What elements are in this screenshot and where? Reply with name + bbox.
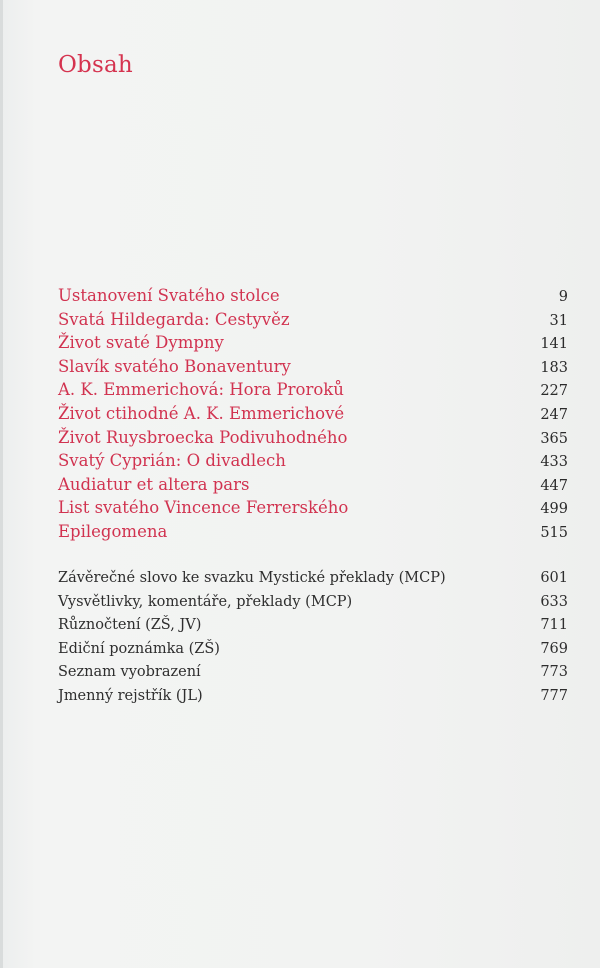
toc-entry-title: Seznam vyobrazení bbox=[58, 664, 201, 681]
toc-appendix-entry bbox=[58, 570, 568, 594]
toc-entry bbox=[58, 428, 568, 452]
toc-entry-title: Svatá Hildegarda: Cestyvěz bbox=[58, 309, 290, 329]
toc-entry-title: Epilegomena bbox=[58, 521, 168, 541]
toc-main-list bbox=[58, 286, 568, 546]
toc-entry-title: Slavík svatého Bonaventury bbox=[58, 356, 291, 376]
toc-entry bbox=[58, 357, 568, 381]
toc-entry-title: Ediční poznámka (ZŠ) bbox=[58, 640, 220, 657]
toc-entry bbox=[58, 522, 568, 546]
toc-appendix-list bbox=[58, 570, 568, 712]
toc-entry-page: 601 bbox=[540, 570, 568, 586]
toc-entry bbox=[58, 498, 568, 522]
toc-appendix-entry bbox=[58, 688, 568, 712]
toc-appendix-entry bbox=[58, 641, 568, 665]
toc-entry-page: 31 bbox=[549, 312, 568, 329]
toc-entry-page: 365 bbox=[540, 430, 568, 447]
toc-entry-title: Vysvětlivky, komentáře, překlady (MCP) bbox=[58, 593, 353, 610]
toc-entry-page: 777 bbox=[540, 687, 568, 704]
toc-entry-page: 499 bbox=[540, 501, 568, 518]
toc-entry-page: 9 bbox=[558, 289, 568, 305]
toc-entry-title: Život svaté Dympny bbox=[58, 333, 224, 353]
toc-entry-page: 141 bbox=[540, 336, 568, 353]
toc-entry bbox=[58, 451, 568, 475]
toc-entry-page: 247 bbox=[540, 406, 568, 423]
toc-entry bbox=[58, 404, 568, 428]
toc-entry-page: 515 bbox=[540, 524, 568, 541]
toc-entry-page: 773 bbox=[540, 664, 568, 681]
toc-entry-title: Audiatur et altera pars bbox=[58, 474, 250, 494]
toc-entry-page: 227 bbox=[540, 383, 568, 400]
toc-entry-title: A. K. Emmerichová: Hora Proroků bbox=[58, 380, 344, 400]
toc-entry-title: Jmenný rejstřík (JL) bbox=[58, 687, 203, 704]
toc-appendix-entry bbox=[58, 617, 568, 641]
toc-appendix-entry bbox=[58, 664, 568, 688]
toc-entry-page: 711 bbox=[540, 617, 568, 634]
page-title: Obsah bbox=[58, 52, 133, 78]
toc-entry bbox=[58, 475, 568, 499]
toc-entry-title: Závěrečné slovo ke svazku Mystické překlady (MCP) bbox=[58, 570, 446, 586]
toc-entry-title: Ustanovení Svatého stolce bbox=[58, 286, 280, 305]
toc-entry-page: 769 bbox=[540, 640, 568, 657]
toc-entry-title: Různočtení (ZŠ, JV) bbox=[58, 617, 202, 634]
toc-entry-page: 633 bbox=[540, 593, 568, 610]
toc-entry-title: List svatého Vincence Ferrerského bbox=[58, 498, 349, 518]
toc-entry-page: 433 bbox=[540, 454, 568, 471]
toc-entry-title: Svatý Cyprián: O divadlech bbox=[58, 451, 286, 471]
toc-appendix-entry bbox=[58, 594, 568, 618]
toc-entry-page: 183 bbox=[540, 359, 568, 376]
toc-entry-page: 447 bbox=[540, 477, 568, 494]
toc-entry-title: Život Ruysbroecka Podivuhodného bbox=[58, 427, 348, 447]
page-edge bbox=[0, 0, 3, 968]
toc-entry bbox=[58, 286, 568, 310]
toc-entry bbox=[58, 310, 568, 334]
toc-entry bbox=[58, 380, 568, 404]
toc-entry bbox=[58, 333, 568, 357]
toc-entry-title: Život ctihodné A. K. Emmerichové bbox=[58, 403, 345, 423]
